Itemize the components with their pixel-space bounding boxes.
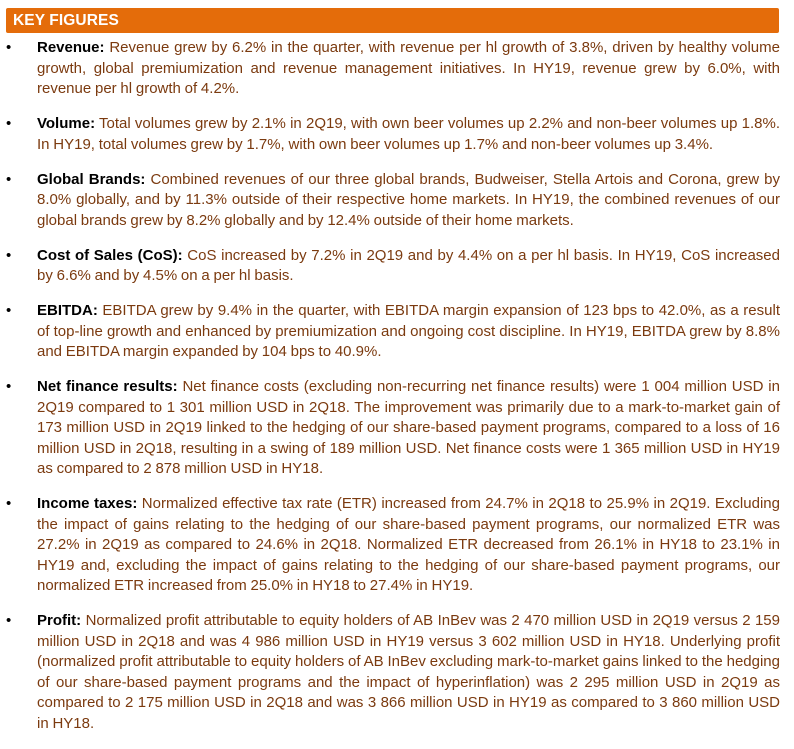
bullet-icon: • [6, 246, 12, 264]
list-item-ebitda [0, 301, 794, 363]
item-label: Cost of Sales (CoS): [37, 246, 183, 264]
item-label: Volume: [37, 115, 96, 132]
item-body: EBITDA grew by 9.4% in the quarter, with EBITDA margin expansion of 123 bps to 42.0%, as a result of top-line growth and enhanced by premiumization and ongoing cost discipline. In HY19, EBITDA grew by 8.8% and EBITDA margin expanded by 104 bps to 40.9%. [37, 302, 780, 360]
item-body: Revenue grew by 6.2% in the quarter, with revenue per hl growth of 3.8%, driven by healthy volume growth, global premiumization and revenue management initiatives. In HY19, revenue grew by 6.0%, with revenue per hl growth of 4.2%. [37, 39, 780, 97]
list-item-net-finance-results [0, 377, 794, 480]
item-label: Global Brands: [37, 170, 146, 188]
item-label: Income taxes: [37, 495, 138, 512]
bullet-icon: • [6, 495, 12, 512]
list-item-text [37, 246, 780, 287]
list-item-revenue [0, 38, 794, 100]
list-item-cost-of-sales [0, 246, 794, 287]
item-label: Net finance results: [37, 378, 178, 395]
item-label: Profit: [37, 612, 82, 629]
item-label: Revenue: [37, 39, 105, 56]
item-label: EBITDA: [37, 302, 98, 319]
list-item-text [37, 170, 780, 232]
list-item-text [37, 114, 780, 155]
list-item-text [37, 38, 780, 100]
item-body: Net finance costs (excluding non-recurring net finance results) were 1 004 million USD in 2Q19 compared to 1 301 million USD in 2Q18. The improvement was primarily due to a mark-to-market gain of 173 million USD in 2Q19 linked to the hedging of our share-based payment programs, compared to a loss of 16 million USD in 2Q18, resulting in a swing of 189 million USD. Net finance costs were 1 365 million USD in HY19 as compared to 2 878 million USD in HY18. [37, 378, 780, 477]
item-body: Total volumes grew by 2.1% in 2Q19, with own beer volumes up 2.2% and non-beer volumes up 1.8%. In HY19, total volumes grew by 1.7%, with own beer volumes up 1.7% and non-beer volumes up 3.4%. [37, 115, 780, 153]
bullet-icon: • [6, 39, 12, 56]
item-body: Normalized profit attributable to equity holders of AB InBev was 2 470 million USD in 2Q19 versus 2 159 million USD in 2Q18 and was 4 986 million USD in HY19 versus 3 602 million USD in HY18. Underlying profit (normalized profit attributable to equity holders of AB InBev excluding mark-to-market gains linked to the hedging of our share-based payment programs and the impact of hyperinflation) was 2 295 million USD in 2Q19 as compared to 2 175 million USD in 2Q18 and was 3 866 million USD in HY19 as compared to 3 860 million USD in HY18. [37, 612, 780, 732]
item-body: Normalized effective tax rate (ETR) increased from 24.7% in 2Q18 to 25.9% in 2Q19. Excluding the impact of gains relating to the hedging of our share-based payment programs, our normalized ETR was 27.2% in 2Q19 as compared to 24.6% in 2Q18. Normalized ETR decreased from 26.1% in HY18 to 23.1% in HY19 and, excluding the impact of gains relating to the hedging of our share-based payment programs, our normalized ETR increased from 25.0% in HY18 to 27.4% in HY19. [37, 495, 780, 594]
bullet-icon: • [6, 378, 12, 395]
bullet-icon: • [6, 170, 12, 188]
list-item-text [37, 611, 780, 734]
list-item-volume [0, 114, 794, 155]
bullet-icon: • [6, 612, 12, 629]
list-item-text [37, 301, 780, 363]
list-item-text [37, 377, 780, 480]
section-title: KEY FIGURES [13, 11, 119, 29]
section-header-bar [6, 8, 779, 33]
list-item-global-brands [0, 170, 794, 232]
list-item-income-taxes [0, 494, 794, 597]
item-body: CoS increased by 7.2% in 2Q19 and by 4.4% on a per hl basis. In HY19, CoS increased by 6.6% and by 4.5% on a per hl basis. [37, 246, 780, 284]
bullet-icon: • [6, 302, 12, 319]
key-figures-list [0, 38, 794, 749]
bullet-icon: • [6, 115, 12, 132]
list-item-profit [0, 611, 794, 734]
item-body: Combined revenues of our three global brands, Budweiser, Stella Artois and Corona, grew by 8.0% globally, and by 11.3% outside of their respective home markets. In HY19, the combined revenues of our global brands grew by 8.2% globally and by 12.4% outside of their home markets. [37, 170, 780, 229]
list-item-text [37, 494, 780, 597]
